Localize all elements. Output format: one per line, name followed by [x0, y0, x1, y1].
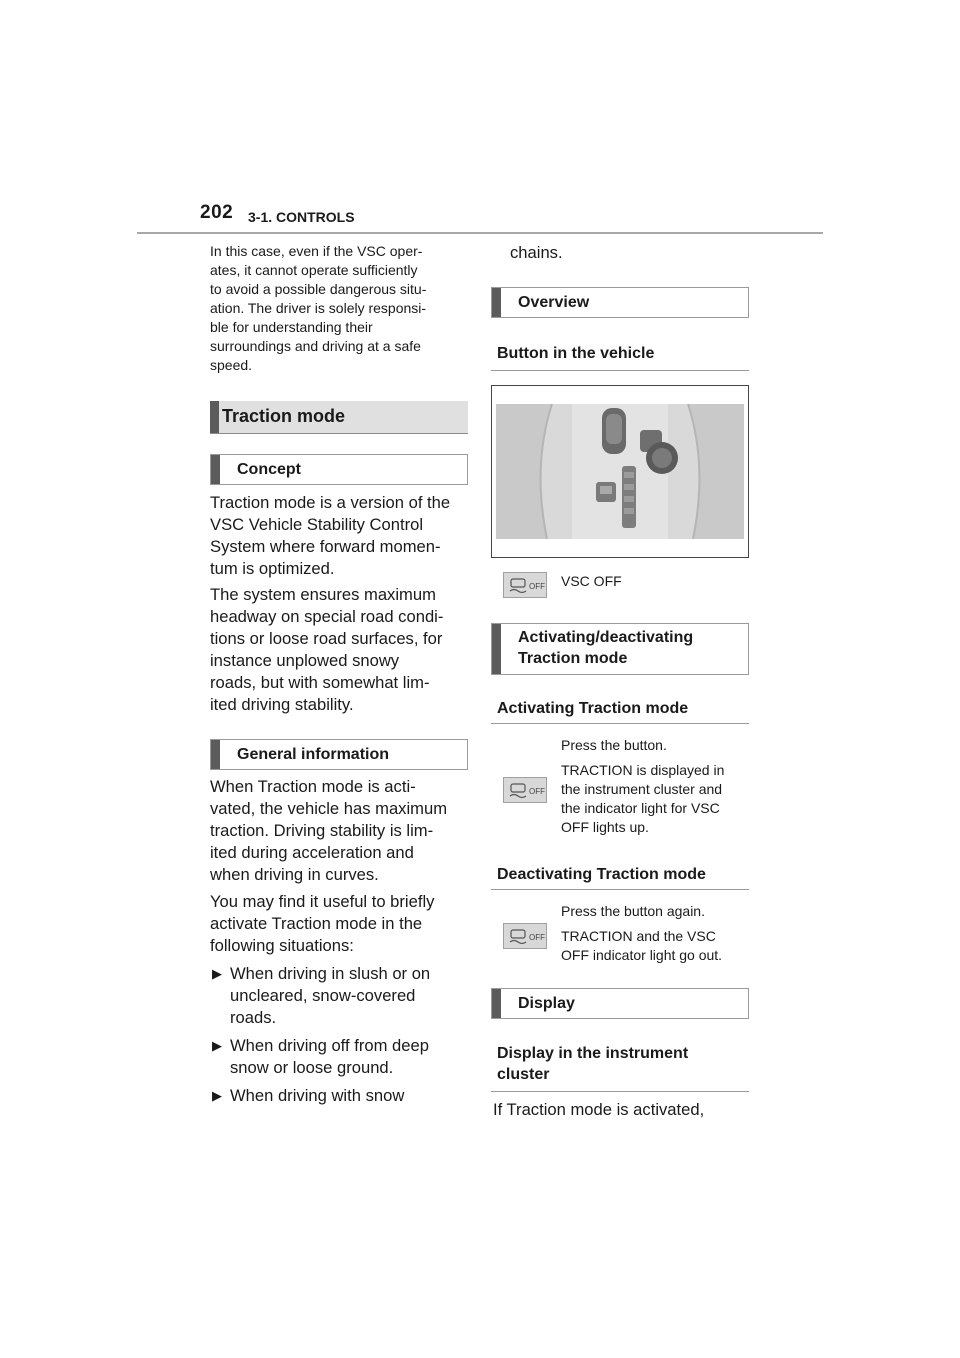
text-line: Traction mode is a version of the [210, 493, 451, 512]
text-line: When Traction mode is acti- [210, 777, 416, 796]
text-line: ited driving stability. [210, 695, 354, 714]
continued-text: chains. [510, 243, 563, 262]
heading-text [497, 1043, 688, 1085]
subheading-activating-deactivating [491, 623, 749, 675]
heading-bar [492, 624, 501, 674]
intro-line: In this case, even if the VSC oper- [210, 243, 423, 259]
subheading-concept [210, 454, 468, 485]
heading-bar [210, 401, 219, 433]
deactivate-step-2 [561, 927, 761, 965]
bullet-item [212, 1085, 482, 1107]
heading-text: Traction mode [222, 406, 346, 426]
intro-note [210, 242, 480, 375]
bullet-triangle-icon: ▶ [212, 1088, 222, 1103]
skid-car-icon [504, 573, 546, 597]
subsubheading-activating [491, 691, 749, 724]
activate-step-2 [561, 761, 761, 837]
intro-line: to avoid a possible dangerous situ- [210, 281, 427, 297]
bullet-triangle-icon: ▶ [212, 1038, 222, 1053]
vsc-off-button-icon [503, 777, 547, 803]
text-line: headway on special road condi- [210, 607, 444, 626]
text-line: When driving in slush or on [230, 964, 431, 983]
activate-step-1: Press the button. [561, 737, 667, 753]
intro-line: ates, it cannot operate sufficiently [210, 262, 418, 278]
text-line: traction. Driving stability is lim- [210, 821, 434, 840]
text-line: VSC Vehicle Stability Control [210, 515, 424, 534]
text-line: activate Traction mode in the [210, 914, 423, 933]
text-line: following situations: [210, 936, 354, 955]
heading-line: Traction mode [518, 650, 628, 667]
subheading-general-information [210, 739, 468, 770]
heading-bar [211, 740, 220, 769]
text-line: snow or loose ground. [230, 1058, 394, 1077]
heading-bar [492, 288, 501, 317]
text-line: roads. [230, 1008, 277, 1027]
intro-line: ble for understanding their [210, 319, 373, 335]
general-paragraph-2 [210, 891, 480, 957]
heading-line: Display in the instrument [497, 1045, 689, 1062]
intro-line: speed. [210, 357, 253, 373]
heading-text: Activating Traction mode [497, 700, 689, 717]
text-line: instance unplowed snowy [210, 651, 400, 670]
icon-label: OFF [529, 787, 545, 796]
heading-text: Overview [518, 294, 590, 311]
concept-paragraph-2 [210, 584, 480, 716]
vsc-off-button-icon [503, 923, 547, 949]
text-line: TRACTION is displayed in [561, 762, 725, 778]
subheading-display [491, 988, 749, 1019]
text-line: When driving with snow [230, 1086, 405, 1105]
heading-line: cluster [497, 1066, 550, 1083]
center-console-illustration [491, 385, 749, 558]
heading-bar [492, 989, 501, 1018]
text-line: OFF indicator light go out. [561, 947, 723, 963]
general-paragraph-1 [210, 776, 480, 886]
text-line: the instrument cluster and [561, 781, 723, 797]
bullet-triangle-icon: ▶ [212, 966, 222, 981]
icon-label: OFF [529, 582, 545, 591]
subheading-overview [491, 287, 749, 318]
text-line: System where forward momen- [210, 537, 441, 556]
heading-text: Display [518, 995, 575, 1012]
text-line: when driving in curves. [210, 865, 379, 884]
heading-line: Activating/deactivating [518, 629, 694, 646]
subsubheading-display-cluster [491, 1037, 749, 1092]
heading-text: Button in the vehicle [497, 345, 655, 362]
concept-paragraph-1 [210, 492, 480, 580]
text-line: uncleared, snow-covered [230, 986, 416, 1005]
subsubheading-button [491, 335, 749, 371]
bullet-item [212, 1035, 482, 1079]
deactivate-step-1: Press the button again. [561, 903, 705, 919]
section-heading-traction [210, 401, 468, 434]
heading-text [518, 627, 693, 669]
console-photo-icon [492, 386, 748, 557]
heading-text: Deactivating Traction mode [497, 866, 706, 883]
skid-car-icon [504, 924, 546, 948]
final-paragraph: If Traction mode is activated, [493, 1100, 705, 1119]
text-line: tions or loose road surfaces, for [210, 629, 443, 648]
chapter-title: 3-1. CONTROLS [248, 209, 355, 225]
text-line: You may find it useful to briefly [210, 892, 435, 911]
page-number: 202 [200, 202, 234, 223]
vsc-off-label: VSC OFF [561, 573, 622, 589]
text-line: the indicator light for VSC [561, 800, 720, 816]
text-line: vated, the vehicle has maximum [210, 799, 448, 818]
subsubheading-deactivating [491, 857, 749, 890]
bullet-item [212, 963, 482, 1029]
vsc-off-icon [503, 572, 547, 598]
text-line: tum is optimized. [210, 559, 335, 578]
header-rule [137, 232, 823, 234]
text-line: OFF lights up. [561, 819, 649, 835]
skid-car-icon [504, 778, 546, 802]
heading-text: Concept [237, 461, 301, 478]
text-line: When driving off from deep [230, 1036, 429, 1055]
text-line: The system ensures maximum [210, 585, 436, 604]
intro-line: ation. The driver is solely responsi- [210, 300, 427, 316]
intro-line: surroundings and driving at a safe [210, 338, 421, 354]
text-line: ited during acceleration and [210, 843, 414, 862]
text-line: TRACTION and the VSC [561, 928, 716, 944]
icon-label: OFF [529, 933, 545, 942]
heading-bar [211, 455, 220, 484]
heading-text: General information [237, 746, 390, 763]
text-line: roads, but with somewhat lim- [210, 673, 430, 692]
